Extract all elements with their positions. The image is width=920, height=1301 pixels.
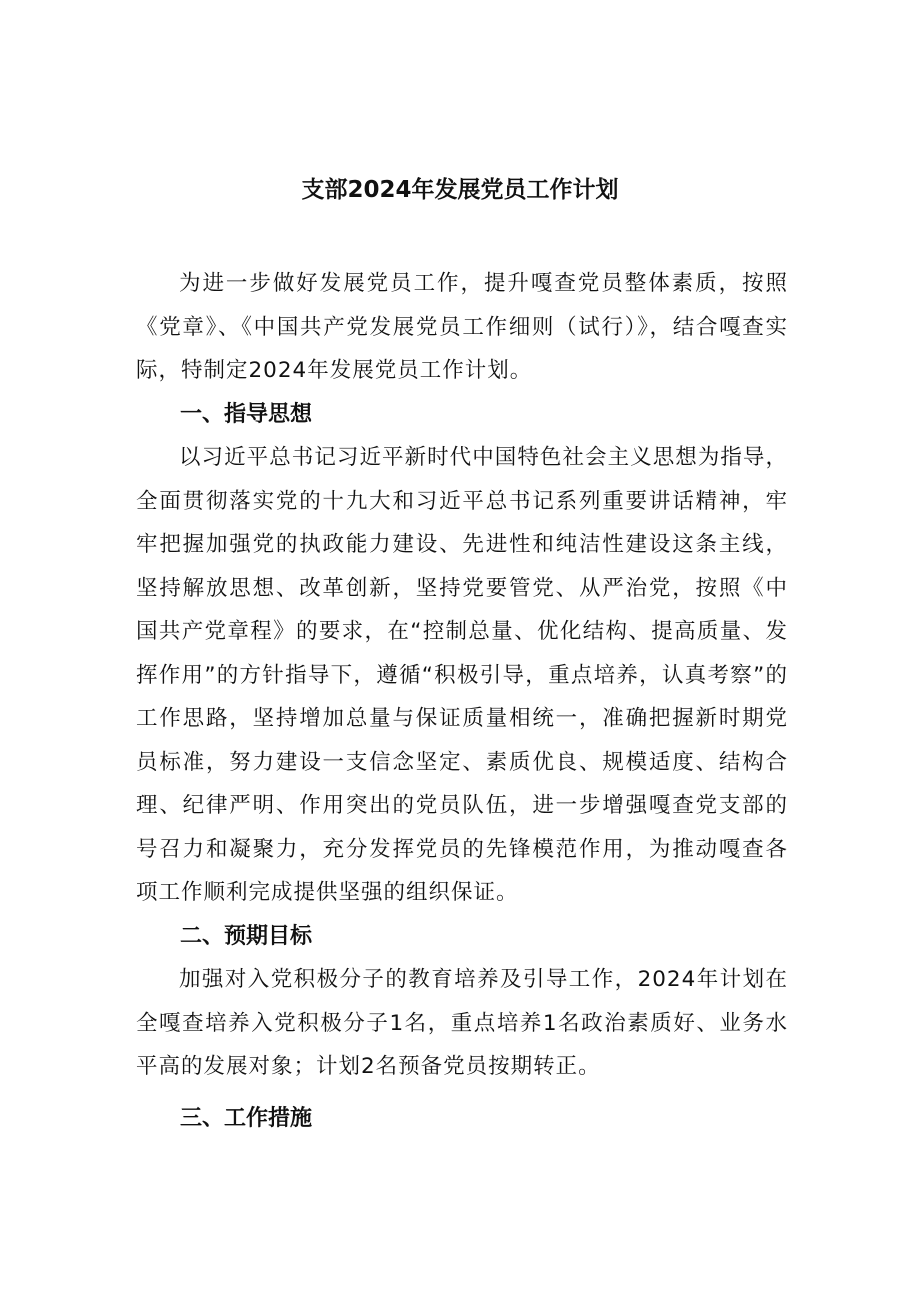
- document-title: 支部2024年发展党员工作计划: [301, 177, 619, 203]
- section-heading-work-measures: 三、工作措施: [180, 1105, 313, 1131]
- section-heading-guiding-thought: 一、指导思想: [180, 401, 313, 427]
- document-body: [136, 262, 788, 1140]
- section-heading-expected-goals: 二、预期目标: [180, 923, 313, 949]
- section-paragraph-expected-goals: 加强对入党积极分子的教育培养及引导工作，2024年计划在全嘎查培养入党积极分子1名，重点培养1名政治素质好、业务水平高的发展对象；计划2名预备党员按期转正。: [136, 967, 788, 1079]
- intro-paragraph: 为进一步做好发展党员工作，提升嘎查党员整体素质，按照《党章》、《中国共产党发展党员工作细则（试行）》，结合嘎查实际，特制定2024年发展党员工作计划。: [136, 271, 788, 383]
- section-paragraph-guiding-thought: 以习近平总书记习近平新时代中国特色社会主义思想为指导，全面贯彻落实党的十九大和习近平总书记系列重要讲话精神，牢牢把握加强党的执政能力建设、先进性和纯洁性建设这条主线，坚持解放思想、改革创新，坚持党要管党、从严治党，按照《中国共产党章程》的要求，在“控制总量、优化结构、提高质量、发挥作用”的方针指导下，遵循“积极引导，重点培养，认真考察”的工作思路，坚持增加总量与保证质量相统一，准确把握新时期党员标准，努力建设一支信念坚定、素质优良、规模适度、结构合理、纪律严明、作用突出的党员队伍，进一步增强嘎查党支部的号召力和凝聚力，充分发挥党员的先锋模范作用，为推动嘎查各项工作顺利完成提供坚强的组织保证。: [136, 445, 788, 905]
